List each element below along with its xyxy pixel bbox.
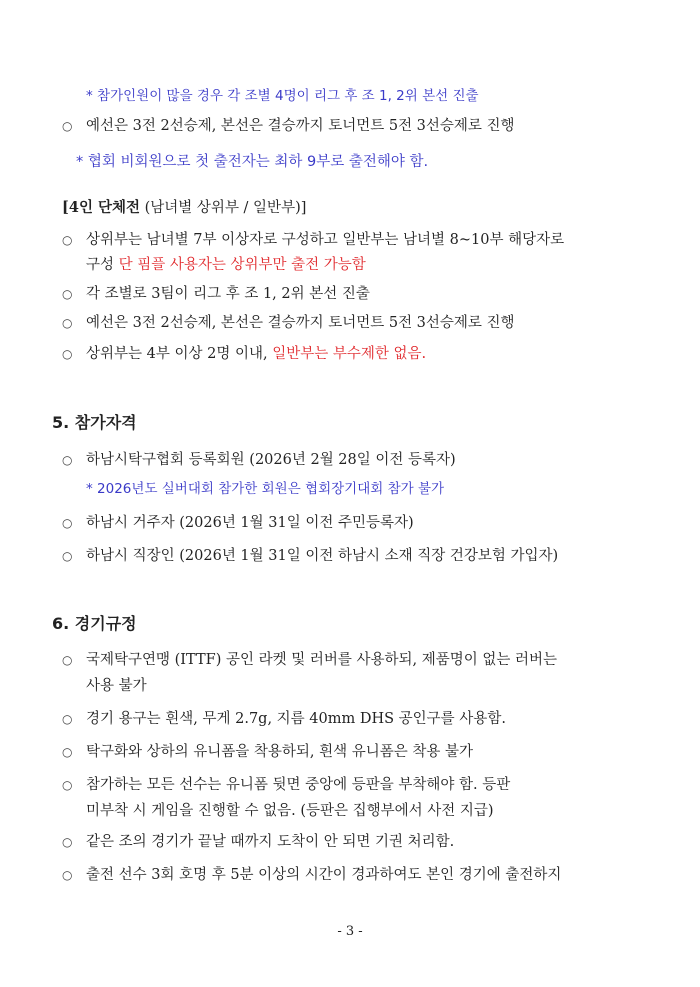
list-item-text: 각 조별로 3팀이 리그 후 조 1, 2위 본선 진출: [86, 286, 370, 302]
bullet-icon: ○: [62, 316, 73, 330]
bullet-icon: ○: [62, 868, 73, 882]
list-item-text: 탁구화와 상하의 유니폼을 착용하되, 흰색 유니폼은 착용 불가: [86, 744, 474, 760]
page-number: - 3 -: [337, 924, 363, 939]
bullet-icon: ○: [62, 835, 73, 849]
list-item-text: 참가하는 모든 선수는 유니폼 뒷면 중앙에 등판을 부착해야 함. 등판: [86, 777, 511, 793]
list-item-text: 국제탁구연맹 (ITTF) 공인 라켓 및 러버를 사용하되, 제품명이 없는 러버는: [86, 652, 557, 668]
list-item-continuation: [86, 255, 366, 275]
list-item-text: 예선은 3전 2선승제, 본선은 결승까지 토너먼트 5전 3선승제로 진행: [86, 315, 515, 331]
bullet-icon: ○: [62, 516, 73, 530]
emphasis-text: 일반부는 부수제한 없음.: [272, 346, 427, 362]
list-item-text: 상위부는 남녀별 7부 이상자로 구성하고 일반부는 남녀별 8~10부 해당자로: [86, 232, 565, 248]
section-heading-rules: 6. 경기규정: [52, 614, 137, 633]
bullet-icon: ○: [62, 119, 73, 133]
note-silver: * 2026년도 실버대회 참가한 회원은 협회장기대회 참가 불가: [86, 481, 445, 497]
bullet-icon: ○: [62, 653, 73, 667]
team-heading-rest: (남녀별 상위부 / 일반부)]: [140, 200, 307, 216]
team-heading-bold: [4인 단체전: [62, 199, 141, 216]
list-item-text: 하남시 거주자 (2026년 1월 31일 이전 주민등록자): [86, 515, 414, 531]
bullet-icon: ○: [62, 712, 73, 726]
list-item-text: 하남시 직장인 (2026년 1월 31일 이전 하남시 소재 직장 건강보험 가입자): [86, 548, 559, 564]
section-heading-eligibility: 5. 참가자격: [52, 413, 137, 432]
list-item-text: 출전 선수 3회 호명 후 5분 이상의 시간이 경과하여도 본인 경기에 출전하지: [86, 867, 562, 883]
bullet-icon: ○: [62, 745, 73, 759]
note-league: * 참가인원이 많을 경우 각 조별 4명이 리그 후 조 1, 2위 본선 진출: [86, 88, 479, 104]
list-item-text: 같은 조의 경기가 끝날 때까지 도착이 안 되면 기권 처리함.: [86, 834, 455, 850]
list-item-text: 경기 용구는 흰색, 무게 2.7g, 지름 40mm DHS 공인구를 사용함.: [86, 711, 506, 727]
list-item-text: 하남시탁구협회 등록회원 (2026년 2월 28일 이전 등록자): [86, 452, 456, 468]
list-item-continuation: 미부착 시 게임을 진행할 수 없음. (등판은 집행부에서 사전 지급): [86, 803, 494, 819]
team-heading: [62, 198, 306, 218]
bullet-icon: ○: [62, 778, 73, 792]
list-item-text: 구성: [86, 257, 119, 273]
emphasis-text: 단 핌플 사용자는 상위부만 출전 가능함: [118, 257, 366, 273]
bullet-icon: ○: [62, 233, 73, 247]
list-item-text: 상위부는 4부 이상 2명 이내,: [86, 346, 273, 362]
bullet-icon: ○: [62, 347, 73, 361]
list-item-continuation: 사용 불가: [86, 678, 147, 694]
note-non-member: * 협회 비회원으로 첫 출전자는 최하 9부로 출전해야 함.: [76, 154, 429, 170]
list-item-text: 예선은 3전 2선승제, 본선은 결승까지 토너먼트 5전 3선승제로 진행: [86, 118, 515, 134]
bullet-icon: ○: [62, 287, 73, 301]
bullet-icon: ○: [62, 549, 73, 563]
bullet-icon: ○: [62, 453, 73, 467]
